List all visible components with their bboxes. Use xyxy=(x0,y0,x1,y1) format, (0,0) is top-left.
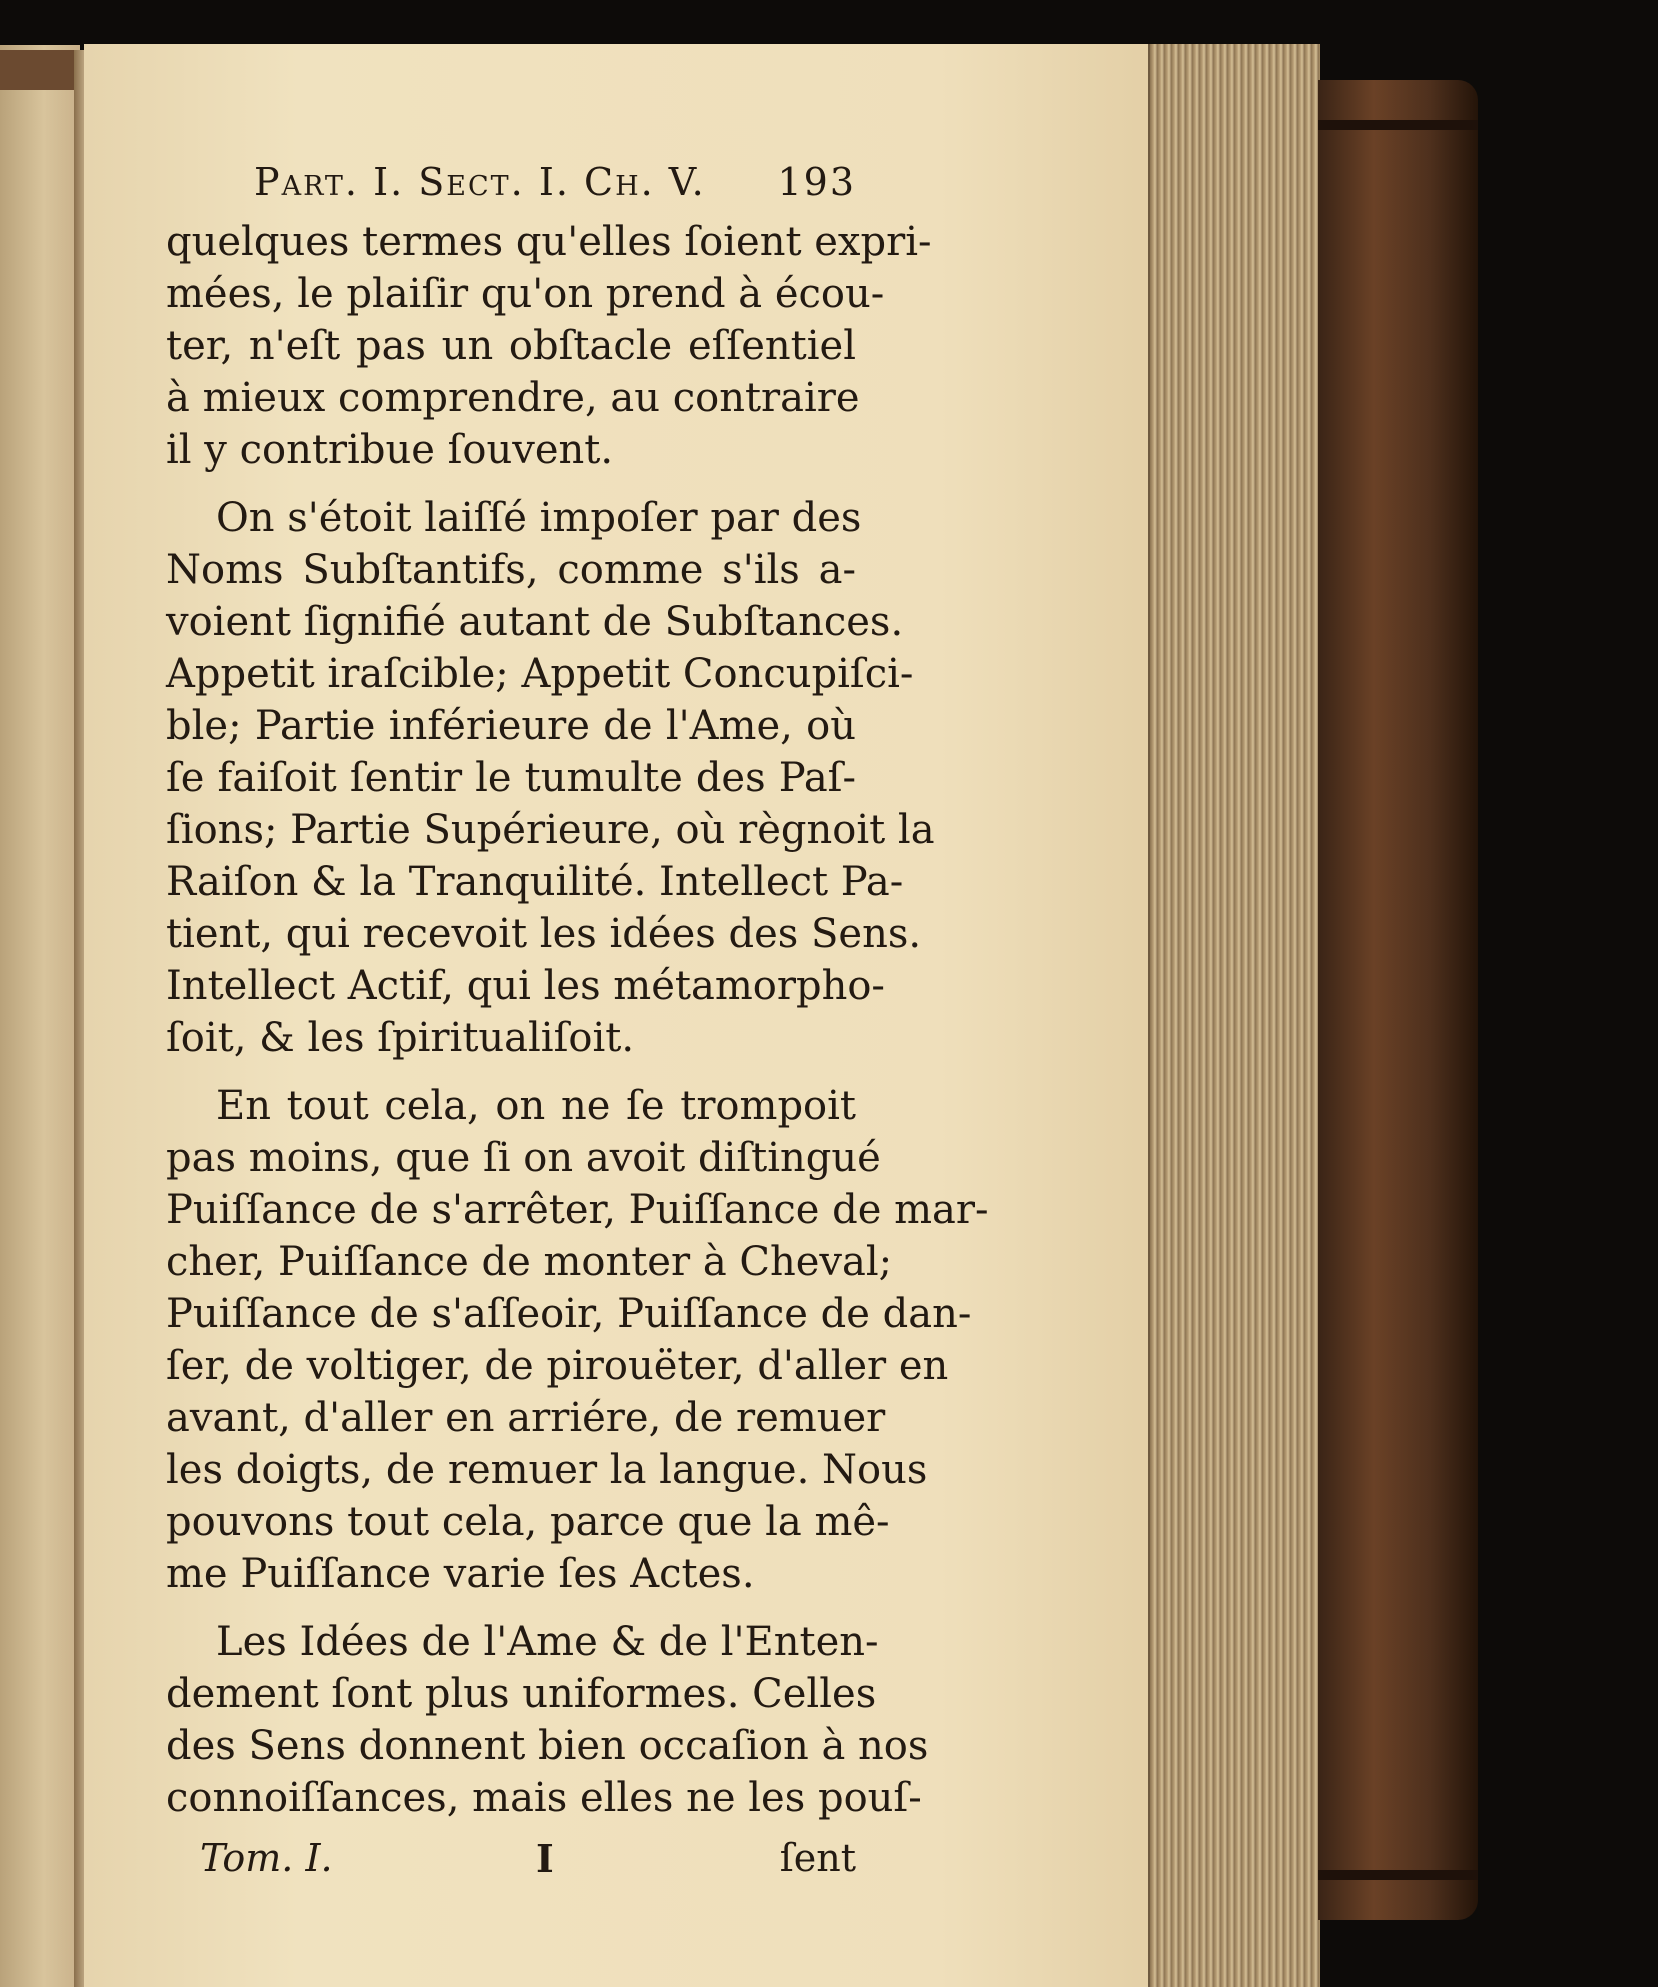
text-line: Les Idées de l'Ame & de l'Enten- xyxy=(216,1619,879,1665)
text-line: quelques termes qu'elles ſoient expri- xyxy=(166,219,932,265)
paragraph xyxy=(166,492,935,1064)
text-line: ble; Partie inférieure de l'Ame, où xyxy=(166,703,856,749)
text-line: Intellect Actif, qui les métamorpho- xyxy=(166,963,885,1009)
page-footer xyxy=(166,1836,856,1892)
text-line: ter, n'eſt pas un obſtacle eſſentiel xyxy=(166,323,856,369)
text-line: Raiſon & la Tranquilité. Intellect Pa- xyxy=(166,859,904,905)
text-line: ſer, de voltiger, de pirouëter, d'aller en xyxy=(166,1343,949,1389)
text-line: tient, qui recevoit les idées des Sens. xyxy=(166,911,922,957)
text-line: connoiſſances, mais elles ne les pouſ- xyxy=(166,1775,922,1821)
text-line: En tout cela, on ne ſe trompoit xyxy=(216,1083,856,1129)
leather-spine xyxy=(1318,80,1478,1920)
text-line: les doigts, de remuer la langue. Nous xyxy=(166,1447,928,1493)
text-line: me Puiſſance varie ſes Actes. xyxy=(166,1551,755,1597)
text-line: il y contribue ſouvent. xyxy=(166,427,614,473)
running-title: Part. I. Sect. I. Ch. V. xyxy=(254,160,706,204)
text-block xyxy=(166,160,989,1892)
text-line: des Sens donnent bien occaſion à nos xyxy=(166,1723,929,1769)
catchword: ſent xyxy=(779,1836,856,1880)
text-line: Noms Subſtantifs, comme s'ils a- xyxy=(166,547,856,593)
text-line: On s'étoit laiſſé impoſer par des xyxy=(216,495,862,541)
text-line: avant, d'aller en arriére, de remuer xyxy=(166,1395,886,1441)
text-line: ſoit, & les ſpiritualiſoit. xyxy=(166,1015,635,1061)
facing-page-edge xyxy=(0,45,80,1987)
facing-page-top-edge xyxy=(0,50,80,90)
text-line: à mieux comprendre, au contraire xyxy=(166,375,860,421)
paragraph xyxy=(166,1080,989,1600)
text-line: pouvons tout cela, parce que la mê- xyxy=(166,1499,890,1545)
fore-edge-leaves xyxy=(1148,44,1320,1987)
spine-band xyxy=(1318,120,1478,130)
paragraph xyxy=(166,1616,929,1824)
spine-band xyxy=(1318,1870,1478,1880)
text-line: pas moins, que ſi on avoit diſtingué xyxy=(166,1135,881,1181)
text-line: Appetit iraſcible; Appetit Concupiſci- xyxy=(166,651,914,697)
text-line: mées, le plaiſir qu'on prend à écou- xyxy=(166,271,885,317)
paragraph xyxy=(166,216,932,476)
running-head xyxy=(166,160,856,216)
text-line: Puiſſance de s'aſſeoir, Puiſſance de dan- xyxy=(166,1291,972,1337)
signature-letter: I xyxy=(536,1836,554,1881)
text-line: ſions; Partie Supérieure, où règnoit la xyxy=(166,807,935,853)
text-line: dement ſont plus uniformes. Celles xyxy=(166,1671,877,1717)
text-line: cher, Puiſſance de monter à Cheval; xyxy=(166,1239,893,1285)
text-line: ſe faiſoit ſentir le tumulte des Paſ- xyxy=(166,755,856,801)
text-line: Puiſſance de s'arrêter, Puiſſance de mar- xyxy=(166,1187,989,1233)
signature-volume: Tom. I. xyxy=(200,1836,333,1880)
text-line: voient ſignifié autant de Subſtances. xyxy=(166,599,904,645)
page-number: 193 xyxy=(777,160,856,204)
